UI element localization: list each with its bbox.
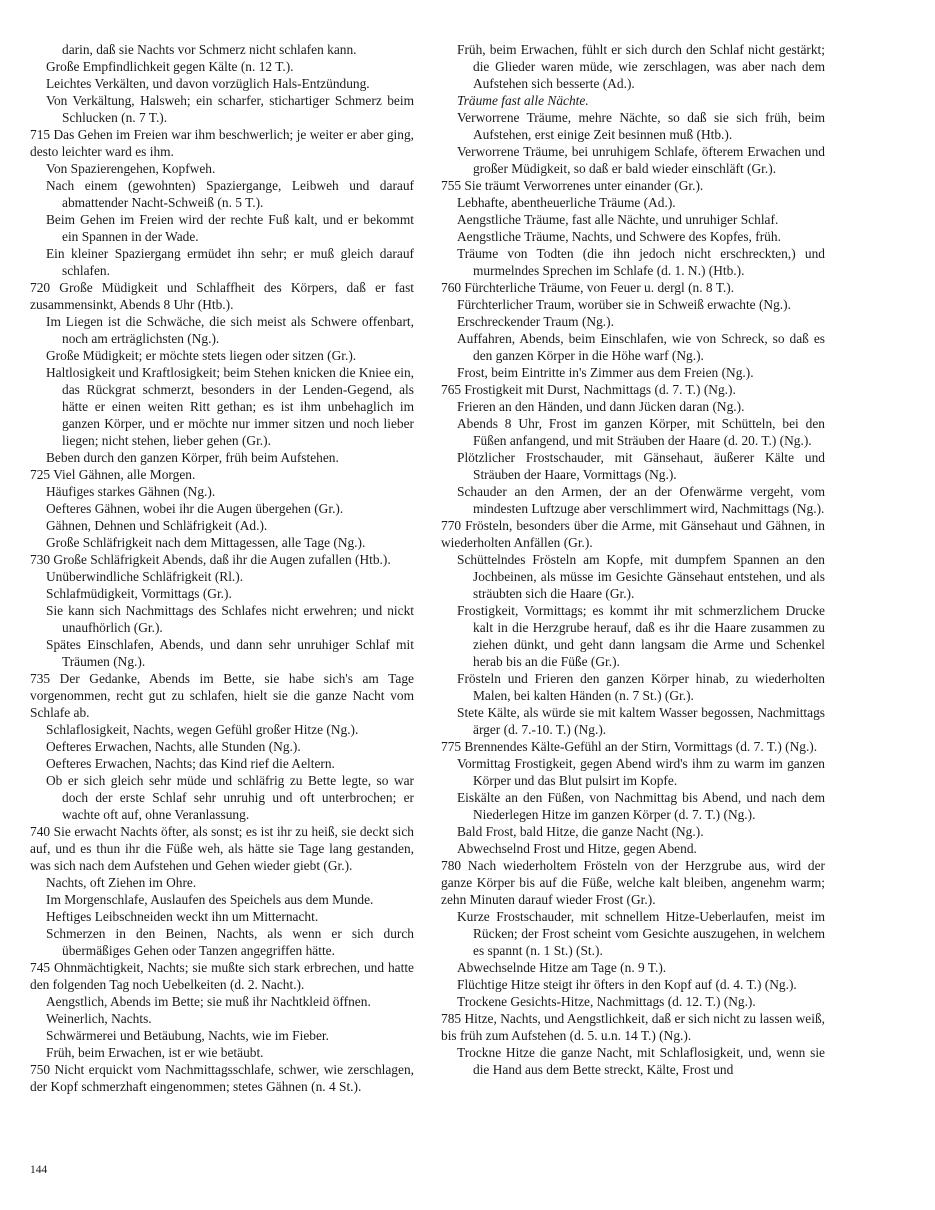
entry: Gähnen, Dehnen und Schläfrigkeit (Ad.).	[46, 518, 268, 533]
entry-numbered: 740 Sie erwacht Nachts öfter, als sonst; es ist ihr zu heiß, sie deckt sich auf, und es thun ihr die Füße weh, als hätte sie Tage lang gestanden, was sich nach dem Aufstehen und Gehen wieder giebt (Gr.).	[30, 824, 414, 873]
entry-numbered: 785 Hitze, Nachts, und Aengstlichkeit, daß er sich nicht zu lassen weiß, bis früh zum Aufstehen (d. 5. u.n. 14 T.) (Ng.).	[441, 1011, 825, 1043]
entry-numbered: 765 Frostigkeit mit Durst, Nachmittags (d. 7. T.) (Ng.).	[441, 382, 736, 397]
entry: Schlafmüdigkeit, Vormittags (Gr.).	[46, 586, 232, 601]
entry: Früh, beim Erwachen, fühlt er sich durch den Schlaf nicht gestärkt; die Glieder waren müde, wie zerschlagen, was aber nach dem Aufstehen sich besserte (Ad.).	[457, 42, 825, 91]
entry: Kurze Frostschauder, mit schnellem Hitze-Ueberlaufen, meist im Rücken; der Frost scheint vom Gesichte auszugehen, in welchem es spannt (n. 1 St.) (St.).	[457, 909, 825, 958]
entry-numbered: 770 Frösteln, besonders über die Arme, mit Gänsehaut und Gähnen, in wiederholten Anfällen (Gr.).	[441, 518, 825, 550]
entry-numbered: 720 Große Müdigkeit und Schlaffheit des Körpers, daß er fast zusammensinkt, Abends 8 Uhr (Htb.).	[30, 280, 414, 312]
entry: Leichtes Verkälten, und davon vorzüglich Hals-Entzündung.	[46, 76, 370, 91]
entry-numbered: 725 Viel Gähnen, alle Morgen.	[30, 467, 196, 482]
entry: Träume fast alle Nächte.	[457, 93, 589, 108]
entry: Oefteres Erwachen, Nachts; das Kind rief die Aeltern.	[46, 756, 335, 771]
entry: Große Empfindlichkeit gegen Kälte (n. 12 T.).	[46, 59, 294, 74]
entry: Frösteln und Frieren den ganzen Körper hinab, zu wiederholten Malen, bei kalten Händen (n. 7 St.) (Gr.).	[457, 671, 825, 703]
entry-numbered: 755 Sie träumt Verworrenes unter einander (Gr.).	[441, 178, 704, 193]
entry: Früh, beim Erwachen, ist er wie betäubt.	[46, 1045, 264, 1060]
entry-numbered: 730 Große Schläfrigkeit Abends, daß ihr die Augen zufallen (Htb.).	[30, 552, 391, 567]
entry: Häufiges starkes Gähnen (Ng.).	[46, 484, 216, 499]
entry: Schüttelndes Frösteln am Kopfe, mit dumpfem Spannen an den Jochbeinen, als müsse im Gesichte Gänsehaut entstehen, und als sträubten sich die Haare (Gr.).	[457, 552, 825, 601]
entry-numbered: 715 Das Gehen im Freien war ihm beschwerlich; je weiter er aber ging, desto leichter ward es ihm.	[30, 127, 414, 159]
entry: Nachts, oft Ziehen im Ohre.	[46, 875, 197, 890]
entry-numbered: 745 Ohnmächtigkeit, Nachts; sie mußte sich stark erbrechen, und hatte den folgenden Tag noch Uebelkeiten (d. 2. Nacht.).	[30, 960, 414, 992]
entry: Trockene Gesichts-Hitze, Nachmittags (d. 12. T.) (Ng.).	[457, 994, 756, 1009]
entry: Oefteres Erwachen, Nachts, alle Stunden (Ng.).	[46, 739, 301, 754]
entry-numbered: 735 Der Gedanke, Abends im Bette, sie habe sich's am Tage vorgenommen, recht gut zu schlafen, hielt sie die ganze Nacht vom Schlafe ab.	[30, 671, 414, 720]
entry: Aengstliche Träume, Nachts, und Schwere des Kopfes, früh.	[457, 229, 781, 244]
entry: Frieren an den Händen, und dann Jücken daran (Ng.).	[457, 399, 745, 414]
entry: Ein kleiner Spaziergang ermüdet ihn sehr; er muß gleich darauf schlafen.	[46, 246, 414, 278]
entry: Schmerzen in den Beinen, Nachts, als wenn er sich durch übermäßiges Gehen oder Tanzen angegriffen hätte.	[46, 926, 414, 958]
entry: Flüchtige Hitze steigt ihr öfters in den Kopf auf (d. 4. T.) (Ng.).	[457, 977, 797, 992]
entry: Abwechselnd Frost und Hitze, gegen Abend.	[457, 841, 697, 856]
entry: Stete Kälte, als würde sie mit kaltem Wasser begossen, Nachmittags ärger (d. 7.-10. T.) (Ng.).	[457, 705, 825, 737]
entry: Schlaflosigkeit, Nachts, wegen Gefühl großer Hitze (Ng.).	[46, 722, 359, 737]
entry: Schauder an den Armen, der an der Ofenwärme vergeht, vom mindesten Luftzuge aber verschlimmert wird, Nachmittags (Ng.).	[457, 484, 825, 516]
entry: Große Müdigkeit; er möchte stets liegen oder sitzen (Gr.).	[46, 348, 357, 363]
entry: Plötzlicher Frostschauder, mit Gänsehaut, äußerer Kälte und Sträuben der Haare, Vormittags (Ng.).	[457, 450, 825, 482]
entry: Trockne Hitze die ganze Nacht, mit Schlaflosigkeit, und, wenn sie die Hand aus dem Bette streckt, Kälte, Frost und	[457, 1045, 825, 1077]
entry: Aengstliche Träume, fast alle Nächte, und unruhiger Schlaf.	[457, 212, 779, 227]
entry: Eiskälte an den Füßen, von Nachmittag bis Abend, und nach dem Niederlegen Hitze im ganzen Körper (d. 7. T.) (Ng.).	[457, 790, 825, 822]
entry: Vormittag Frostigkeit, gegen Abend wird's ihm zu warm im ganzen Körper und das Blut pulsirt im Kopfe.	[457, 756, 825, 788]
entry: Von Verkältung, Halsweh; ein scharfer, stichartiger Schmerz beim Schlucken (n. 7 T.).	[46, 93, 414, 125]
entry: Verworrene Träume, bei unruhigem Schlafe, öfterem Erwachen und großer Müdigkeit, so daß er bald wieder einschläft (Gr.).	[457, 144, 825, 176]
entry: Abends 8 Uhr, Frost im ganzen Körper, mit Schütteln, bei den Füßen anfangend, und mit Sträuben der Haare (d. 20. T.) (Ng.).	[457, 416, 825, 448]
entry: Haltlosigkeit und Kraftlosigkeit; beim Stehen knicken die Kniee ein, das Rückgrat schmerzt, besonders in der Lenden-Gegend, als hätte er einen weiten Ritt gethan; es ist ihm unbehaglich im ganzen Körper, und er möchte nur immer sitzen und noch lieber liegen; nicht stehen, lieber gehen (Gr.).	[46, 365, 414, 448]
entry: Verworrene Träume, mehre Nächte, so daß sie sich früh, beim Aufstehen, erst einige Zeit besinnen muß (Htb.).	[457, 110, 825, 142]
entry: Fürchterlicher Traum, worüber sie in Schweiß erwachte (Ng.).	[457, 297, 791, 312]
entry: Beim Gehen im Freien wird der rechte Fuß kalt, und er bekommt ein Spannen in der Wade.	[46, 212, 414, 244]
entry: Auffahren, Abends, beim Einschlafen, wie von Schreck, so daß es den ganzen Körper in die Höhe warf (Ng.).	[457, 331, 825, 363]
entry: Schwärmerei und Betäubung, Nachts, wie im Fieber.	[46, 1028, 329, 1043]
entry: Ob er sich gleich sehr müde und schläfrig zu Bette legte, so war doch der erste Schlaf sehr unruhig und oft unterbrochen; er wachte oft auf, ohne Veranlassung.	[46, 773, 414, 822]
entry: Beben durch den ganzen Körper, früh beim Aufstehen.	[46, 450, 339, 465]
entry: Nach einem (gewohnten) Spaziergange, Leibweh und darauf abmattender Nacht-Schweiß (n. 5 T.).	[46, 178, 414, 210]
right-column	[441, 41, 825, 1078]
entry: Im Morgenschlafe, Auslaufen des Speichels aus dem Munde.	[46, 892, 374, 907]
entry: Große Schläfrigkeit nach dem Mittagessen, alle Tage (Ng.).	[46, 535, 366, 550]
entry: Von Spazierengehen, Kopfweh.	[46, 161, 216, 176]
entry: Unüberwindliche Schläfrigkeit (Rl.).	[46, 569, 244, 584]
entry: Aengstlich, Abends im Bette; sie muß ihr Nachtkleid öffnen.	[46, 994, 371, 1009]
entry: Im Liegen ist die Schwäche, die sich meist als Schwere offenbart, noch am erträglichsten (Ng.).	[46, 314, 414, 346]
left-column	[30, 41, 414, 1095]
entry: Oefteres Gähnen, wobei ihr die Augen übergehen (Gr.).	[46, 501, 344, 516]
entry: Abwechselnde Hitze am Tage (n. 9 T.).	[457, 960, 667, 975]
entry: Spätes Einschlafen, Abends, und dann sehr unruhiger Schlaf mit Träumen (Ng.).	[46, 637, 414, 669]
entry: Lebhafte, abentheuerliche Träume (Ad.).	[457, 195, 676, 210]
entry-numbered: 780 Nach wiederholtem Frösteln von der Herzgrube aus, wird der ganze Körper bis auf die Füße, welche kalt bleiben, angenehm warm; zehn Minuten darauf wieder Frost (Gr.).	[441, 858, 825, 907]
entry-numbered: 775 Brennendes Kälte-Gefühl an der Stirn, Vormittags (d. 7. T.) (Ng.).	[441, 739, 818, 754]
entry: Heftiges Leibschneiden weckt ihn um Mitternacht.	[46, 909, 319, 924]
entry: Frostigkeit, Vormittags; es kommt ihr mit schmerzlichem Drucke kalt in die Herzgrube herauf, daß es ihr die Haare zusammen zu ziehen dünkt, und geht dann langsam die Arme und Schenkel herab bis an die Füße (Gr.).	[457, 603, 825, 669]
entry: Sie kann sich Nachmittags des Schlafes nicht erwehren; und nickt unaufhörlich (Gr.).	[46, 603, 414, 635]
entry: Träume von Todten (die ihn jedoch nicht erschreckten,) und murmelndes Sprechen im Schlafe (d. 1. N.) (Htb.).	[457, 246, 825, 278]
entry: Frost, beim Eintritte in's Zimmer aus dem Freien (Ng.).	[457, 365, 754, 380]
entry: Bald Frost, bald Hitze, die ganze Nacht (Ng.).	[457, 824, 704, 839]
page-number: 144	[30, 1164, 48, 1176]
entry-numbered: 760 Fürchterliche Träume, von Feuer u. dergl (n. 8 T.).	[441, 280, 735, 295]
entry: Weinerlich, Nachts.	[46, 1011, 152, 1026]
entry-numbered: 750 Nicht erquickt vom Nachmittagsschlafe, schwer, wie zerschlagen, der Kopf schmerzhaft eingenommen; stetes Gähnen (n. 4 St.).	[30, 1062, 414, 1094]
entry-continuation: darin, daß sie Nachts vor Schmerz nicht schlafen kann.	[62, 42, 357, 57]
entry: Erschreckender Traum (Ng.).	[457, 314, 614, 329]
